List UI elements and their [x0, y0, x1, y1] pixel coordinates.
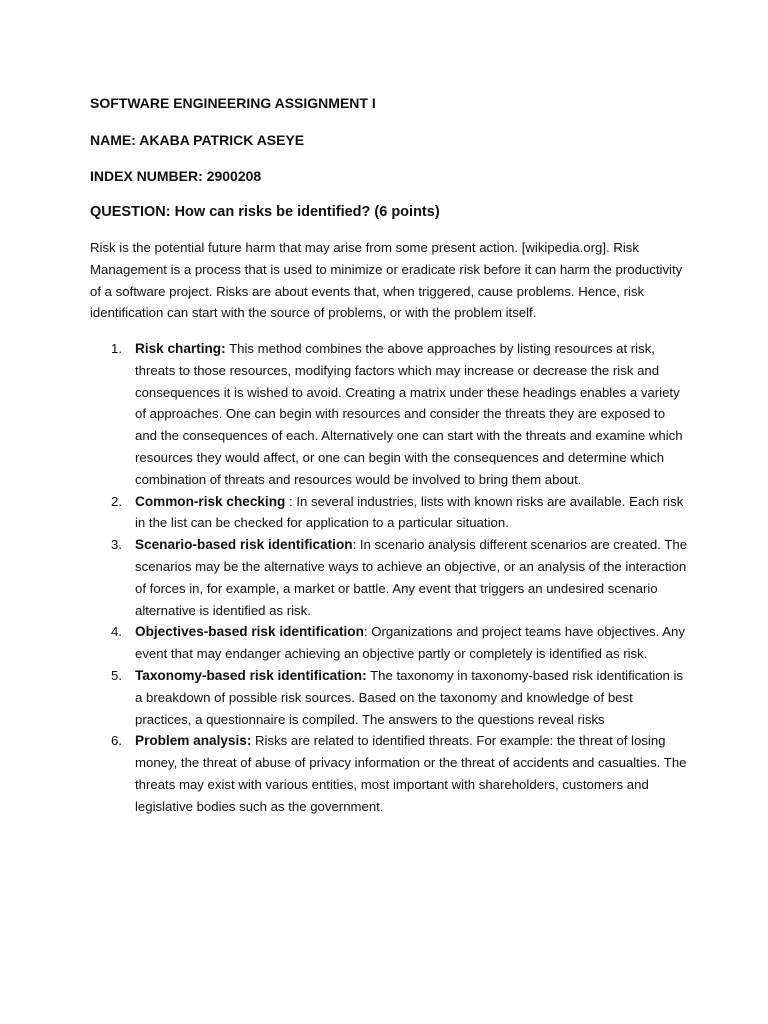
index-number: INDEX NUMBER: 2900208: [90, 168, 262, 184]
list-term: Taxonomy-based risk identification:: [135, 667, 367, 683]
risk-methods-list: [90, 338, 690, 818]
list-term: Common-risk checking: [135, 493, 286, 509]
list-term: Risk charting:: [135, 341, 226, 356]
list-text: Risks are related to identified threats. For example: the threat of losing money, the threat of abuse of privacy information or the threat of accidents and casualties. The threats may exist with various entities, most important with shareholders, customers and legislative bodies such as the government.: [135, 733, 687, 814]
list-text: : In scenario analysis different scenarios are created. The scenarios may be the alternative ways to achieve an objective, or an analysis of the interaction of forces in, for example, a market or battle. Any event that triggers an undesired scenario alternative is identified as risk.: [135, 537, 688, 618]
student-name: NAME: AKABA PATRICK ASEYE: [90, 132, 305, 148]
list-term: Problem analysis:: [135, 733, 252, 749]
list-number: 3.: [111, 537, 122, 553]
list-number: 5.: [111, 667, 122, 683]
list-text: The taxonomy in taxonomy-based risk identification is a breakdown of possible risk sources. Based on the taxonomy and knowledge of best practices, a questionnaire is compiled. The answers to the questions reveal risks: [135, 667, 684, 727]
intro-paragraph: Risk is the potential future harm that may arise from some present action. [wikipedia.org]. Risk Management is a process that is used to minimize or eradicate risk before it can harm the productivity of a software project. Risks are about events that, when triggered, cause problems. Hence, risk identification can start with the source of problems, or with the problem itself.: [90, 240, 683, 321]
list-item: [90, 730, 690, 817]
list-number: 4.: [111, 624, 122, 640]
list-text: This method combines the above approaches by listing resources at risk, threats to those resources, modifying factors which may increase or decrease the risk and consequences it is wished to avoid. Creating a matrix under these headings enables a variety of approaches. One can begin with resources and consider the threats they are exposed to and the consequences of each. Alternatively one can start with the threats and examine which resources they would affect, or one can begin with the consequences and determine which combination of threats and resources would be involved to bring them about.: [135, 341, 683, 487]
list-text: : Organizations and project teams have objectives. Any event that may endanger achieving an objective partly or completely is identified as risk.: [135, 624, 685, 662]
list-term: Objectives-based risk identification: [135, 624, 364, 640]
list-item: [90, 665, 690, 730]
list-item: [90, 491, 690, 535]
list-item: [90, 534, 690, 621]
list-number: 1.: [111, 341, 122, 356]
list-item: [90, 338, 690, 491]
list-number: 2.: [111, 493, 122, 509]
list-term: Scenario-based risk identification: [135, 537, 353, 553]
assignment-title: SOFTWARE ENGINEERING ASSIGNMENT I: [90, 95, 376, 111]
question-heading: QUESTION: How can risks be identified? (6 points): [90, 204, 440, 220]
list-text: : In several industries, lists with known risks are available. Each risk in the list can be checked for application to a particular situation.: [135, 493, 684, 531]
list-number: 6.: [111, 733, 122, 749]
list-item: [90, 621, 690, 665]
